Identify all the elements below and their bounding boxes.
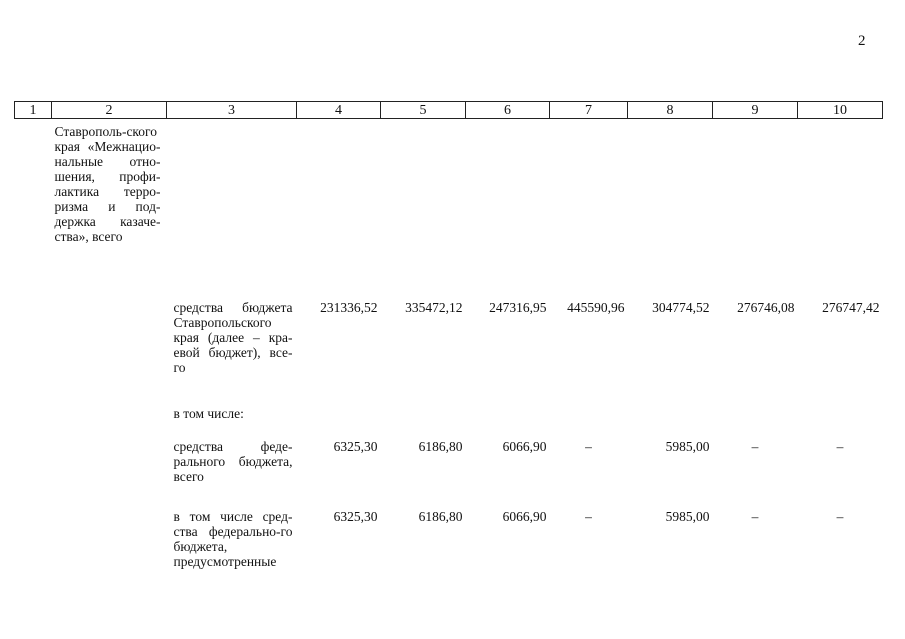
table-row: [15, 509, 883, 571]
table-cell: 6325,30: [333, 509, 378, 524]
table-cell: 6066,90: [502, 439, 547, 454]
table-cell: 5985,00: [665, 439, 710, 454]
column-number: 3: [167, 102, 297, 119]
table-cell: 6186,80: [418, 439, 463, 454]
table-cell: –: [836, 439, 844, 454]
column-number: 2: [52, 102, 167, 119]
column-number: 6: [466, 102, 550, 119]
program-name-cell: Ставрополь-ского края «Межнацио-нальные отно-шения, профи-лактика терро-ризма и под-держка казаче-ства», всего: [54, 124, 161, 244]
table-cell: 335472,12: [405, 300, 463, 315]
table-cell: 6325,30: [333, 439, 378, 454]
table-row: [15, 119, 883, 301]
table-cell: –: [836, 509, 844, 524]
table-cell: 445590,96: [567, 300, 625, 315]
table-cell: –: [751, 509, 759, 524]
table-cell: –: [751, 439, 759, 454]
column-number: 9: [713, 102, 798, 119]
table-cell: 231336,52: [320, 300, 378, 315]
table-cell: 6066,90: [502, 509, 547, 524]
table-row: [15, 300, 883, 406]
table-cell: 5985,00: [665, 509, 710, 524]
table-cell: 276746,08: [737, 300, 795, 315]
column-number: 8: [628, 102, 713, 119]
column-number-header-row: [15, 102, 883, 119]
column-number: 5: [381, 102, 466, 119]
column-number: 7: [550, 102, 628, 119]
table-cell: 276747,42: [822, 300, 880, 315]
budget-table: [14, 101, 883, 571]
column-number: 1: [15, 102, 52, 119]
funding-source-label: в том числе сред-ства федерально-го бюджета, предусмотренные: [173, 509, 293, 569]
table-row: [15, 406, 883, 439]
funding-source-label: средства бюджета Ставропольского края (далее – кра-евой бюджет), все-го: [173, 300, 293, 375]
table-cell: 304774,52: [652, 300, 710, 315]
table-cell: –: [585, 439, 592, 454]
page-number: 2: [858, 33, 866, 49]
table-row: [15, 439, 883, 509]
table-cell: 6186,80: [418, 509, 463, 524]
funding-source-label: в том числе:: [173, 406, 244, 421]
table-cell: 247316,95: [489, 300, 547, 315]
table-cell: –: [585, 509, 592, 524]
funding-source-label: средства феде-рального бюджета, всего: [173, 439, 293, 484]
column-number: 10: [798, 102, 883, 119]
column-number: 4: [297, 102, 381, 119]
